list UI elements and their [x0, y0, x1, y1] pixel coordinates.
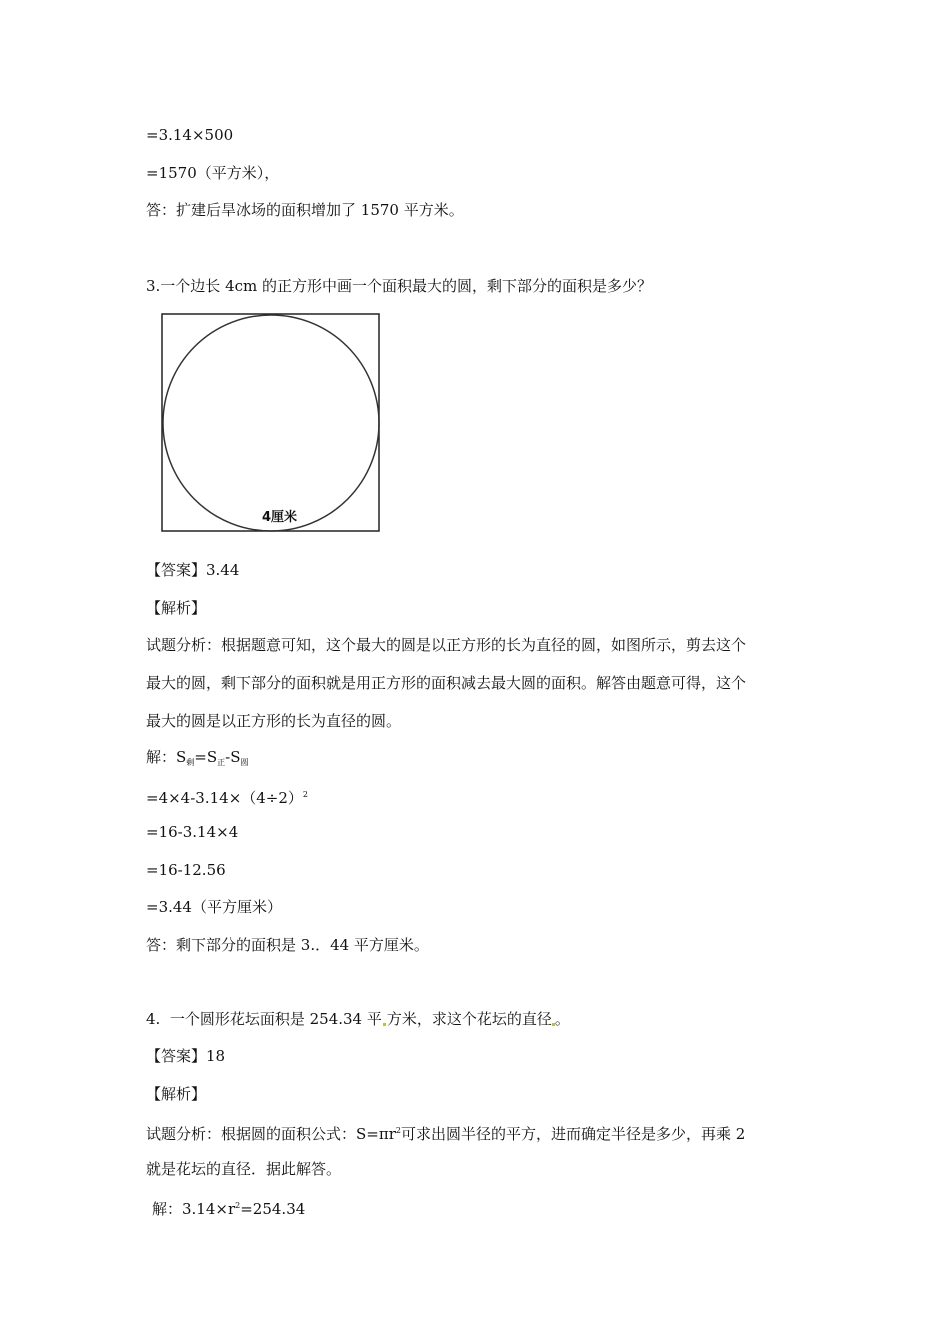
answer-q4: 【答案】18: [146, 1047, 226, 1065]
exponent: 2: [302, 790, 309, 799]
figure-label: 4厘米: [262, 510, 298, 525]
question-3: 3.一个边长 4cm 的正方形中画一个面积最大的圆，剩下部分的面积是多少？: [146, 277, 653, 295]
solution-q3-step-4: =3.44（平方厘米）: [146, 898, 282, 916]
solution-q4-line-1: [152, 1196, 305, 1219]
exponent: 2: [395, 1126, 401, 1135]
analysis-q3-line-2: 最大的圆，剩下部分的面积就是用正方形的面积减去最大圆的面积。解答由题意可得，这个: [146, 674, 747, 692]
question-part: 。: [554, 1010, 570, 1028]
solution-part: 解：3.14×r: [152, 1200, 236, 1218]
calc-line-1: =3.14×500: [146, 126, 234, 144]
formula-sub: 剩: [186, 758, 195, 767]
formula-part: -S: [225, 748, 241, 766]
highlight-mark: [383, 1023, 386, 1026]
question-4: [146, 1009, 570, 1029]
figure-svg: [161, 313, 381, 533]
formula-sub: 圆: [240, 758, 249, 767]
step-text: =4×4-3.14×（4÷2）: [146, 789, 303, 807]
solution-part: =254.34: [240, 1200, 306, 1218]
analysis-heading-q3: 【解析】: [146, 599, 207, 617]
formula-part: 解：S: [146, 748, 187, 766]
analysis-q3-line-3: 最大的圆是以正方形的长为直径的圆。: [146, 712, 402, 730]
solution-q3-step-1: [146, 785, 308, 808]
analysis-q4-line-1: [146, 1121, 745, 1144]
question-part: 方米，求这个花坛的直径: [386, 1010, 552, 1028]
analysis-heading-q4: 【解析】: [146, 1085, 207, 1103]
analysis-q4-line-2: 就是花坛的直径．据此解答。: [146, 1160, 342, 1178]
formula-sub: 正: [217, 758, 226, 767]
answer-line-q2: 答：扩建后旱冰场的面积增加了 1570 平方米。: [146, 201, 464, 219]
analysis-part: 试题分析：根据圆的面积公式：S=πr: [146, 1125, 396, 1143]
question-part: 4. 一个圆形花坛面积是 254.34 平: [146, 1010, 382, 1028]
final-answer-q3: 答：剩下部分的面积是 3.．44 平方厘米。: [146, 936, 429, 954]
square-circle-figure: [161, 313, 381, 533]
solution-q3-step-2: =16-3.14×4: [146, 823, 239, 841]
calc-line-2: =1570（平方米），: [146, 164, 280, 182]
exponent: 2: [235, 1201, 241, 1210]
solution-q3-formula: [146, 747, 249, 773]
circle-shape: [163, 315, 379, 531]
analysis-q3-line-1: 试题分析：根据题意可知，这个最大的圆是以正方形的长为直径的圆，如图所示，剪去这个: [146, 636, 747, 654]
answer-q3: 【答案】3.44: [146, 561, 240, 579]
analysis-part: 可求出圆半径的平方，进而确定半径是多少，再乘 2: [400, 1125, 746, 1143]
solution-q3-step-3: =16-12.56: [146, 861, 226, 879]
formula-part: =S: [194, 748, 218, 766]
